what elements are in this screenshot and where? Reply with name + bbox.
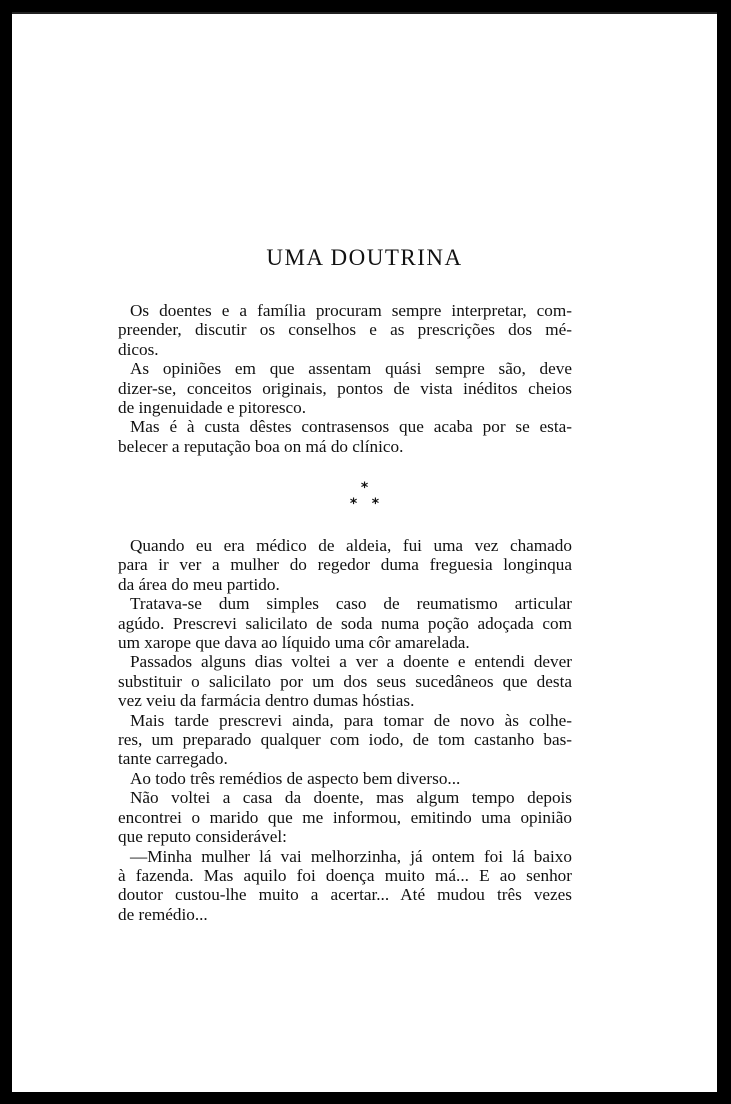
text-line: para ir ver a mulher do regedor duma freguesia longinqua xyxy=(118,555,572,575)
text-line: um xarope que dava ao líquido uma côr amarelada. xyxy=(118,633,470,653)
section-separator xyxy=(12,480,717,512)
page-top-edge xyxy=(12,12,717,14)
intro-section xyxy=(118,301,572,456)
paragraph xyxy=(118,847,572,925)
text-line: tante carregado. xyxy=(118,749,228,769)
separator-star-bottom: * * xyxy=(349,496,380,512)
text-line: —Minha mulher lá vai melhorzinha, já ontem foi lá baixo xyxy=(130,846,572,866)
text-line: dizer-se, conceitos originais, pontos de vista inéditos cheios xyxy=(118,378,572,398)
text-line: encontrei o marido que me informou, emitindo uma opinião xyxy=(118,807,572,827)
chapter-title: UMA DOUTRINA xyxy=(266,245,463,270)
text-line: substituir o salicilato por um dos seus sucedâneos que desta xyxy=(118,671,572,691)
story-section xyxy=(118,536,572,924)
text-line: doutor custou-lhe muito a acertar... Até mudou três vezes xyxy=(118,885,572,905)
paragraph xyxy=(118,652,572,710)
text-line: que reputo considerável: xyxy=(118,827,287,847)
text-line: belecer a reputação boa on má do clínico. xyxy=(118,436,404,456)
text-line: Tratava-se dum simples caso de reumatismo articular xyxy=(130,594,572,614)
text-line: preender, discutir os conselhos e as prescrições dos mé- xyxy=(118,320,572,340)
paragraph xyxy=(118,301,572,359)
text-line: res, um preparado qualquer com iodo, de tom castanho bas- xyxy=(118,730,572,750)
text-line: de remédio... xyxy=(118,904,208,924)
text-line: dicos. xyxy=(118,339,159,359)
text-line: As opiniões em que assentam quási sempre são, deve xyxy=(130,359,572,379)
paragraph xyxy=(118,711,572,769)
text-line: da área do meu partido. xyxy=(118,574,280,594)
text-line: Mas é à custa dêstes contrasensos que acaba por se esta- xyxy=(130,417,572,437)
paragraph xyxy=(118,417,572,456)
text-line: vez veiu da farmácia dentro dumas hóstias. xyxy=(118,691,415,711)
paragraph xyxy=(118,594,572,652)
paragraph xyxy=(118,359,572,417)
text-line: à fazenda. Mas aquilo foi doença muito má... E ao senhor xyxy=(118,865,572,885)
paragraph xyxy=(118,536,572,594)
paragraph xyxy=(118,769,572,788)
text-line: Quando eu era médico de aldeia, fui uma vez chamado xyxy=(130,536,572,555)
text-line: Mais tarde prescrevi ainda, para tomar de novo às colhe- xyxy=(130,710,572,730)
text-line: Não voltei a casa da doente, mas algum tempo depois xyxy=(130,788,572,808)
text-line: Ao todo três remédios de aspecto bem diverso... xyxy=(130,768,461,788)
paragraph xyxy=(118,788,572,846)
separator-star-top: * xyxy=(360,480,369,496)
text-line: Os doentes e a família procuram sempre interpretar, com- xyxy=(130,301,572,320)
text-line: agúdo. Prescrevi salicilato de soda numa poção adoçada com xyxy=(118,613,572,633)
book-page xyxy=(12,12,717,1092)
text-line: de ingenuidade e pitoresco. xyxy=(118,398,307,418)
text-line: Passados alguns dias voltei a ver a doente e entendi dever xyxy=(130,652,572,672)
